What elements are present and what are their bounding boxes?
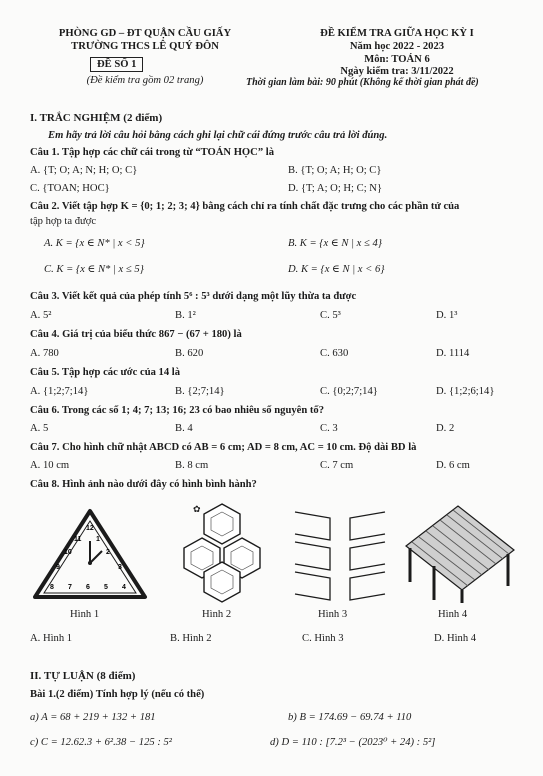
- hexagon-top: [204, 504, 240, 544]
- clock-number: 7: [68, 584, 72, 591]
- q3-option-c: C. 5³: [320, 310, 341, 321]
- clock-number: 11: [74, 536, 82, 543]
- q3-option-a: A. 5²: [30, 310, 52, 321]
- q3-option-d: D. 1³: [436, 310, 458, 321]
- clock-number: 6: [86, 584, 90, 591]
- q7-option-c: C. 7 cm: [320, 460, 354, 471]
- clock-number: 8: [50, 584, 54, 591]
- q3-option-b: B. 1²: [175, 310, 196, 321]
- q4-option-a: A. 780: [30, 348, 59, 359]
- q8-option-d: D. Hình 4: [434, 633, 477, 644]
- q1-option-b: B. {T; O; A; H; O; C}: [288, 165, 382, 176]
- part2-title: II. TỰ LUẬN (8 điểm): [30, 670, 136, 682]
- part1-title: I. TRẮC NGHIỆM (2 điểm): [30, 112, 163, 124]
- figure-1-triangle-clock: [30, 505, 150, 605]
- clock-number: 2: [106, 549, 110, 556]
- exercise-1: Bài 1.(2 điểm) Tính hợp lý (nếu có thể): [30, 689, 205, 700]
- figure-4-caption: Hình 4: [438, 609, 468, 620]
- question-8: Câu 8. Hình ảnh nào dưới đây có hình bình hành?: [30, 479, 257, 490]
- school-year: Năm học 2022 - 2023: [349, 41, 445, 52]
- q6-option-a: A. 5: [30, 423, 49, 434]
- pages-note: (Đề kiểm tra gồm 02 trang): [86, 75, 204, 86]
- clock-number: 4: [122, 584, 126, 591]
- panel-3: [295, 572, 330, 600]
- q1-option-c: C. {TOAN; HOC}: [30, 183, 110, 194]
- q4-option-d: D. 1114: [436, 348, 470, 359]
- question-5: Câu 5. Tập hợp các ước của 14 là: [30, 367, 181, 378]
- exercise-1a: a) A = 68 + 219 + 132 + 181: [30, 712, 156, 723]
- q5-option-d: D. {1;2;6;14}: [436, 386, 495, 397]
- roof-parallelogram: [406, 506, 514, 590]
- q2-option-d: D. K = {x ∈ N | x < 6}: [288, 264, 385, 275]
- figure-4-shed-roof: [398, 500, 518, 605]
- figure-3-wall-panels: [290, 508, 390, 604]
- panel-2: [295, 542, 330, 570]
- panel-6: [350, 572, 385, 600]
- question-6: Câu 6. Trong các số 1; 4; 7; 13; 16; 23 có bao nhiêu số nguyên tố?: [30, 405, 324, 416]
- exam-code-box: ĐỀ SỐ 1: [90, 57, 143, 72]
- q2-option-b: B. K = {x ∈ N | x ≤ 4}: [288, 238, 382, 249]
- subject: Môn: TOÁN 6: [364, 54, 430, 65]
- q4-option-c: C. 630: [320, 348, 349, 359]
- clock-hour-hand: [90, 551, 102, 563]
- school-name: TRƯỜNG THCS LÊ QUÝ ĐÔN: [71, 41, 219, 52]
- q8-option-c: C. Hình 3: [302, 633, 344, 644]
- figure-3-caption: Hình 3: [318, 609, 348, 620]
- exercise-1b: b) B = 174.69 − 69.74 + 110: [288, 712, 412, 723]
- q5-option-b: B. {2;7;14}: [175, 386, 225, 397]
- figure-1-caption: Hình 1: [70, 609, 100, 620]
- q7-option-b: B. 8 cm: [175, 460, 209, 471]
- q6-option-d: D. 2: [436, 423, 455, 434]
- q4-option-b: B. 620: [175, 348, 204, 359]
- clock-number: 9: [56, 564, 60, 571]
- panel-1: [295, 512, 330, 540]
- question-7: Câu 7. Cho hình chữ nhật ABCD có AB = 6 cm; AD = 8 cm, AC = 10 cm. Độ dài BD là: [30, 442, 417, 453]
- question-1: Câu 1. Tập hợp các chữ cái trong từ “TOÁN HỌC” là: [30, 147, 275, 158]
- panel-4: [350, 512, 385, 540]
- figure-2-honeycomb: [175, 500, 270, 605]
- part1-instruction: Em hãy trả lời câu hỏi bằng cách ghi lại chữ cái đứng trước câu trả lời đúng.: [48, 130, 388, 141]
- q1-option-d: D. {T; A; O; H; C; N}: [288, 183, 383, 194]
- clock-number: 1: [96, 536, 100, 543]
- exercise-1c: c) C = 12.62.3 + 6².38 − 125 : 5²: [30, 737, 172, 748]
- q8-option-b: B. Hình 2: [170, 633, 212, 644]
- q5-option-c: C. {0;2;7;14}: [320, 386, 378, 397]
- q6-option-c: C. 3: [320, 423, 338, 434]
- clock-number: 5: [104, 584, 108, 591]
- clock-number: 10: [64, 549, 72, 556]
- q1-option-a: A. {T; O; A; N; H; O; C}: [30, 165, 138, 176]
- panel-5: [350, 542, 385, 570]
- clock-number: 3: [118, 564, 122, 571]
- figure-2-caption: Hình 2: [202, 609, 232, 620]
- question-4: Câu 4. Giá trị của biểu thức 867 − (67 + 180) là: [30, 329, 242, 340]
- question-2-cont: tập hợp ta được: [30, 216, 97, 227]
- exam-title: ĐỀ KIỂM TRA GIỮA HỌC KỲ I: [320, 28, 474, 39]
- q8-option-a: A. Hình 1: [30, 633, 73, 644]
- exam-duration: Thời gian làm bài: 90 phút (Không kể thời gian phát đề): [246, 77, 479, 88]
- plant-icon: ✿: [193, 504, 201, 514]
- exam-date: Ngày kiểm tra: 3/11/2022: [340, 66, 454, 77]
- q7-option-d: D. 6 cm: [436, 460, 470, 471]
- question-3: Câu 3. Viết kết quả của phép tính 5⁶ : 5³ dưới dạng một lũy thừa ta được: [30, 291, 357, 302]
- q6-option-b: B. 4: [175, 423, 193, 434]
- department-name: PHÒNG GD – ĐT QUẬN CẦU GIẤY: [58, 28, 232, 39]
- question-2: Câu 2. Viết tập hợp K = {0; 1; 2; 3; 4} bằng cách chỉ ra tính chất đặc trưng cho các phần tử của: [30, 201, 460, 212]
- q2-option-c: C. K = {x ∈ N* | x ≤ 5}: [44, 264, 144, 275]
- q7-option-a: A. 10 cm: [30, 460, 70, 471]
- clock-number: 12: [86, 525, 94, 532]
- clock-center: [88, 561, 92, 565]
- exercise-1d: d) D = 110 : [7.2³ − (2023⁰ + 24) : 5²]: [270, 737, 436, 748]
- q5-option-a: A. {1;2;7;14}: [30, 386, 89, 397]
- q2-option-a: A. K = {x ∈ N* | x < 5}: [44, 238, 145, 249]
